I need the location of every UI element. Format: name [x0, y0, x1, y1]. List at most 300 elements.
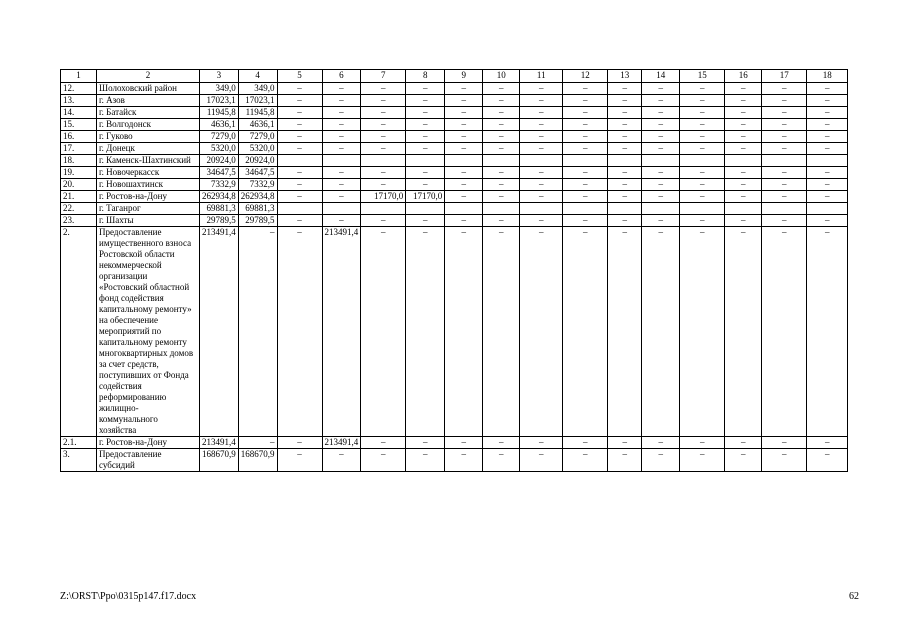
value-cell: –	[483, 131, 520, 143]
value-cell: –	[563, 449, 608, 472]
table-row	[61, 119, 848, 131]
value-cell: –	[807, 131, 848, 143]
value-cell: –	[725, 83, 762, 95]
value-cell: –	[445, 227, 483, 437]
value-cell: –	[520, 131, 563, 143]
value-cell	[762, 203, 807, 215]
value-cell: –	[563, 437, 608, 449]
value-cell: –	[322, 449, 361, 472]
value-cell: –	[608, 107, 642, 119]
value-cell: –	[563, 215, 608, 227]
value-cell: –	[563, 227, 608, 437]
value-cell: –	[406, 449, 445, 472]
value-cell: –	[445, 179, 483, 191]
value-cell: –	[807, 167, 848, 179]
value-cell: –	[483, 95, 520, 107]
header-cell: 6	[322, 70, 361, 83]
value-cell: –	[563, 95, 608, 107]
value-cell	[807, 203, 848, 215]
value-cell: –	[277, 179, 322, 191]
value-cell: –	[277, 215, 322, 227]
value-cell: –	[762, 167, 807, 179]
value-cell: –	[807, 143, 848, 155]
value-cell: –	[445, 119, 483, 131]
value-cell: –	[483, 179, 520, 191]
value-cell: –	[322, 119, 361, 131]
value-cell	[483, 155, 520, 167]
value-cell: –	[361, 449, 406, 472]
value-cell: –	[563, 191, 608, 203]
value-cell: –	[725, 227, 762, 437]
value-cell: –	[563, 167, 608, 179]
value-cell: –	[322, 95, 361, 107]
header-cell: 11	[520, 70, 563, 83]
value-cell: –	[361, 167, 406, 179]
value-cell: –	[322, 131, 361, 143]
value-cell: –	[680, 167, 725, 179]
row-number-cell: 15.	[61, 119, 97, 131]
value-cell: –	[807, 449, 848, 472]
value-cell	[680, 203, 725, 215]
value-cell: –	[725, 449, 762, 472]
table-row	[61, 83, 848, 95]
table-row	[61, 437, 848, 449]
row-name-cell: г. Ростов-на-Дону	[97, 191, 200, 203]
value-cell: –	[520, 179, 563, 191]
value-cell: –	[563, 179, 608, 191]
value-cell: –	[563, 143, 608, 155]
row-name-cell: г. Каменск-Шахтинский	[97, 155, 200, 167]
value-cell: 213491,4	[200, 227, 239, 437]
value-cell: –	[406, 227, 445, 437]
value-cell: –	[322, 179, 361, 191]
value-cell: –	[277, 95, 322, 107]
value-cell: –	[483, 83, 520, 95]
row-name-cell: Предоставление субсидий	[97, 449, 200, 472]
value-cell: –	[406, 131, 445, 143]
value-cell: 69881,3	[238, 203, 277, 215]
value-cell: –	[445, 167, 483, 179]
value-cell: –	[406, 179, 445, 191]
value-cell: –	[608, 119, 642, 131]
value-cell: –	[406, 143, 445, 155]
header-cell: 10	[483, 70, 520, 83]
value-cell: –	[680, 143, 725, 155]
value-cell: 5320,0	[200, 143, 239, 155]
row-number-cell: 19.	[61, 167, 97, 179]
value-cell: –	[322, 191, 361, 203]
value-cell: 17023,1	[200, 95, 239, 107]
value-cell: 20924,0	[200, 155, 239, 167]
value-cell: –	[520, 215, 563, 227]
value-cell: –	[406, 215, 445, 227]
value-cell: –	[807, 437, 848, 449]
table-row	[61, 107, 848, 119]
value-cell: –	[725, 131, 762, 143]
row-name-cell: Предоставление имущественного взноса Ростовской области некоммерческой организации «Ростовский областной фонд содействия капитальному ремонту» на обеспечение мероприятий по капитальному ремонту многоквартирных домов за счет средств, поступивших от Фонда содействия реформированию жилищно-коммунального хозяйства	[97, 227, 200, 437]
value-cell: 349,0	[238, 83, 277, 95]
row-number-cell: 2.1.	[61, 437, 97, 449]
value-cell	[361, 203, 406, 215]
value-cell: –	[361, 95, 406, 107]
value-cell: –	[483, 167, 520, 179]
value-cell: –	[807, 95, 848, 107]
value-cell: –	[762, 107, 807, 119]
value-cell: 11945,8	[200, 107, 239, 119]
value-cell: –	[520, 167, 563, 179]
value-cell: –	[322, 143, 361, 155]
row-name-cell: г. Шахты	[97, 215, 200, 227]
value-cell: –	[762, 131, 807, 143]
value-cell: –	[406, 107, 445, 119]
value-cell: –	[608, 215, 642, 227]
value-cell: –	[483, 227, 520, 437]
value-cell	[445, 155, 483, 167]
header-cell: 1	[61, 70, 97, 83]
value-cell: –	[725, 119, 762, 131]
value-cell: –	[520, 83, 563, 95]
header-cell: 15	[680, 70, 725, 83]
value-cell: –	[445, 191, 483, 203]
value-cell: –	[277, 437, 322, 449]
value-cell: –	[277, 131, 322, 143]
value-cell: –	[445, 143, 483, 155]
value-cell: –	[680, 95, 725, 107]
header-cell: 4	[238, 70, 277, 83]
table-row	[61, 155, 848, 167]
header-cell: 7	[361, 70, 406, 83]
value-cell: –	[807, 83, 848, 95]
value-cell: –	[608, 437, 642, 449]
header-cell: 18	[807, 70, 848, 83]
value-cell: 262934,8	[238, 191, 277, 203]
value-cell: –	[520, 107, 563, 119]
value-cell: –	[608, 143, 642, 155]
header-cell: 3	[200, 70, 239, 83]
value-cell: –	[406, 95, 445, 107]
table-row	[61, 449, 848, 472]
value-cell: –	[762, 143, 807, 155]
row-name-cell: г. Азов	[97, 95, 200, 107]
row-name-cell: г. Донецк	[97, 143, 200, 155]
value-cell: –	[762, 227, 807, 437]
value-cell: –	[277, 107, 322, 119]
value-cell: –	[608, 167, 642, 179]
header-cell: 5	[277, 70, 322, 83]
header-cell: 16	[725, 70, 762, 83]
value-cell: –	[445, 131, 483, 143]
value-cell: 168670,9	[200, 449, 239, 472]
value-cell	[322, 155, 361, 167]
value-cell: –	[277, 227, 322, 437]
value-cell: –	[608, 191, 642, 203]
value-cell	[361, 155, 406, 167]
row-number-cell: 23.	[61, 215, 97, 227]
value-cell: –	[807, 191, 848, 203]
row-number-cell: 22.	[61, 203, 97, 215]
value-cell: –	[725, 107, 762, 119]
header-cell: 14	[642, 70, 680, 83]
value-cell: –	[322, 167, 361, 179]
value-cell: –	[642, 227, 680, 437]
footer-file-path: Z:\ORST\Ppo\0315p147.f17.docx	[60, 591, 197, 602]
value-cell: –	[361, 227, 406, 437]
table-row	[61, 143, 848, 155]
row-name-cell: г. Новошахтинск	[97, 179, 200, 191]
value-cell: –	[642, 167, 680, 179]
value-cell: –	[361, 143, 406, 155]
value-cell: –	[520, 437, 563, 449]
data-table	[60, 69, 848, 472]
row-number-cell: 3.	[61, 449, 97, 472]
value-cell: –	[642, 83, 680, 95]
value-cell: 69881,3	[200, 203, 239, 215]
value-cell: 5320,0	[238, 143, 277, 155]
row-name-cell: г. Таганрог	[97, 203, 200, 215]
value-cell	[520, 203, 563, 215]
value-cell	[406, 155, 445, 167]
value-cell: –	[642, 143, 680, 155]
value-cell: –	[762, 119, 807, 131]
header-cell: 17	[762, 70, 807, 83]
value-cell: 20924,0	[238, 155, 277, 167]
value-cell: –	[445, 449, 483, 472]
value-cell: –	[807, 107, 848, 119]
value-cell: –	[277, 449, 322, 472]
value-cell: 349,0	[200, 83, 239, 95]
value-cell: 262934,8	[200, 191, 239, 203]
value-cell: –	[361, 83, 406, 95]
value-cell: –	[361, 179, 406, 191]
value-cell: –	[725, 191, 762, 203]
value-cell: 7332,9	[200, 179, 239, 191]
value-cell: –	[807, 179, 848, 191]
value-cell: 213491,4	[322, 437, 361, 449]
value-cell	[680, 155, 725, 167]
value-cell: –	[322, 83, 361, 95]
value-cell: –	[483, 143, 520, 155]
value-cell: –	[406, 119, 445, 131]
value-cell: –	[680, 179, 725, 191]
value-cell: –	[483, 191, 520, 203]
value-cell: –	[762, 83, 807, 95]
value-cell: –	[642, 119, 680, 131]
table-row	[61, 131, 848, 143]
value-cell: –	[762, 95, 807, 107]
value-cell: –	[762, 215, 807, 227]
value-cell: –	[608, 83, 642, 95]
table-row	[61, 167, 848, 179]
value-cell: 17170,0	[406, 191, 445, 203]
value-cell: –	[520, 227, 563, 437]
value-cell: –	[725, 143, 762, 155]
value-cell: –	[807, 119, 848, 131]
value-cell: 7279,0	[238, 131, 277, 143]
value-cell: 4636,1	[200, 119, 239, 131]
value-cell: –	[608, 179, 642, 191]
value-cell	[277, 203, 322, 215]
value-cell: –	[642, 215, 680, 227]
value-cell: –	[361, 215, 406, 227]
header-cell: 12	[563, 70, 608, 83]
row-number-cell: 13.	[61, 95, 97, 107]
table-row	[61, 215, 848, 227]
table-row	[61, 203, 848, 215]
table-row	[61, 95, 848, 107]
value-cell: –	[520, 143, 563, 155]
value-cell	[520, 155, 563, 167]
value-cell: –	[563, 83, 608, 95]
row-number-cell: 20.	[61, 179, 97, 191]
row-name-cell: г. Батайск	[97, 107, 200, 119]
value-cell: –	[608, 227, 642, 437]
row-number-cell: 18.	[61, 155, 97, 167]
value-cell: –	[322, 215, 361, 227]
header-cell: 2	[97, 70, 200, 83]
value-cell	[608, 155, 642, 167]
value-cell: –	[520, 449, 563, 472]
row-number-cell: 12.	[61, 83, 97, 95]
value-cell: –	[277, 119, 322, 131]
value-cell: –	[642, 179, 680, 191]
header-cell: 13	[608, 70, 642, 83]
value-cell: –	[445, 83, 483, 95]
value-cell: 29789,5	[238, 215, 277, 227]
value-cell: –	[725, 437, 762, 449]
value-cell: –	[642, 131, 680, 143]
value-cell: –	[277, 83, 322, 95]
value-cell: –	[563, 131, 608, 143]
row-name-cell: Шолоховский район	[97, 83, 200, 95]
value-cell	[807, 155, 848, 167]
value-cell: –	[680, 437, 725, 449]
header-cell: 8	[406, 70, 445, 83]
value-cell: –	[680, 215, 725, 227]
value-cell: –	[277, 143, 322, 155]
value-cell: 29789,5	[200, 215, 239, 227]
table-header-row	[61, 70, 848, 83]
row-number-cell: 21.	[61, 191, 97, 203]
value-cell: –	[642, 107, 680, 119]
row-number-cell: 17.	[61, 143, 97, 155]
value-cell: 17023,1	[238, 95, 277, 107]
value-cell: –	[445, 95, 483, 107]
value-cell: –	[406, 83, 445, 95]
value-cell: –	[608, 95, 642, 107]
value-cell	[608, 203, 642, 215]
value-cell: –	[520, 191, 563, 203]
header-cell: 9	[445, 70, 483, 83]
value-cell: –	[361, 437, 406, 449]
value-cell	[642, 203, 680, 215]
row-name-cell: г. Ростов-на-Дону	[97, 437, 200, 449]
value-cell	[445, 203, 483, 215]
value-cell: –	[483, 437, 520, 449]
value-cell: 4636,1	[238, 119, 277, 131]
value-cell: 213491,4	[322, 227, 361, 437]
row-number-cell: 2.	[61, 227, 97, 437]
value-cell: –	[361, 131, 406, 143]
value-cell: –	[680, 449, 725, 472]
value-cell	[483, 203, 520, 215]
row-name-cell: г. Гуково	[97, 131, 200, 143]
value-cell: –	[361, 107, 406, 119]
value-cell: –	[277, 167, 322, 179]
value-cell: –	[725, 215, 762, 227]
value-cell: –	[725, 167, 762, 179]
value-cell: –	[277, 191, 322, 203]
value-cell: 168670,9	[238, 449, 277, 472]
value-cell: 17170,0	[361, 191, 406, 203]
value-cell: –	[445, 437, 483, 449]
value-cell	[642, 155, 680, 167]
value-cell: –	[725, 179, 762, 191]
value-cell: –	[642, 449, 680, 472]
row-number-cell: 14.	[61, 107, 97, 119]
value-cell: –	[762, 437, 807, 449]
value-cell: –	[361, 119, 406, 131]
value-cell	[725, 155, 762, 167]
value-cell: –	[483, 107, 520, 119]
value-cell: –	[322, 107, 361, 119]
value-cell: –	[807, 227, 848, 437]
value-cell: –	[238, 227, 277, 437]
value-cell: 34647,5	[200, 167, 239, 179]
value-cell: –	[642, 437, 680, 449]
value-cell	[406, 203, 445, 215]
value-cell: –	[642, 191, 680, 203]
value-cell: –	[445, 107, 483, 119]
value-cell: –	[762, 179, 807, 191]
value-cell	[277, 155, 322, 167]
value-cell: 7279,0	[200, 131, 239, 143]
value-cell	[322, 203, 361, 215]
value-cell: 7332,9	[238, 179, 277, 191]
value-cell	[563, 155, 608, 167]
value-cell: –	[608, 449, 642, 472]
value-cell: –	[483, 215, 520, 227]
value-cell: –	[680, 83, 725, 95]
value-cell: –	[680, 107, 725, 119]
value-cell: –	[680, 191, 725, 203]
value-cell: –	[680, 131, 725, 143]
value-cell	[563, 203, 608, 215]
value-cell: –	[406, 437, 445, 449]
table-row	[61, 227, 848, 437]
value-cell: 213491,4	[200, 437, 239, 449]
value-cell: –	[406, 167, 445, 179]
value-cell: –	[520, 95, 563, 107]
value-cell: –	[445, 215, 483, 227]
value-cell: –	[680, 227, 725, 437]
value-cell: –	[483, 119, 520, 131]
value-cell: –	[762, 191, 807, 203]
value-cell: –	[563, 107, 608, 119]
value-cell: –	[642, 95, 680, 107]
value-cell: –	[483, 449, 520, 472]
row-number-cell: 16.	[61, 131, 97, 143]
row-name-cell: г. Новочеркасск	[97, 167, 200, 179]
value-cell: –	[238, 437, 277, 449]
value-cell: 34647,5	[238, 167, 277, 179]
value-cell	[762, 155, 807, 167]
value-cell: –	[608, 131, 642, 143]
value-cell: –	[520, 119, 563, 131]
row-name-cell: г. Волгодонск	[97, 119, 200, 131]
table-row	[61, 179, 848, 191]
table-row	[61, 191, 848, 203]
value-cell	[725, 203, 762, 215]
